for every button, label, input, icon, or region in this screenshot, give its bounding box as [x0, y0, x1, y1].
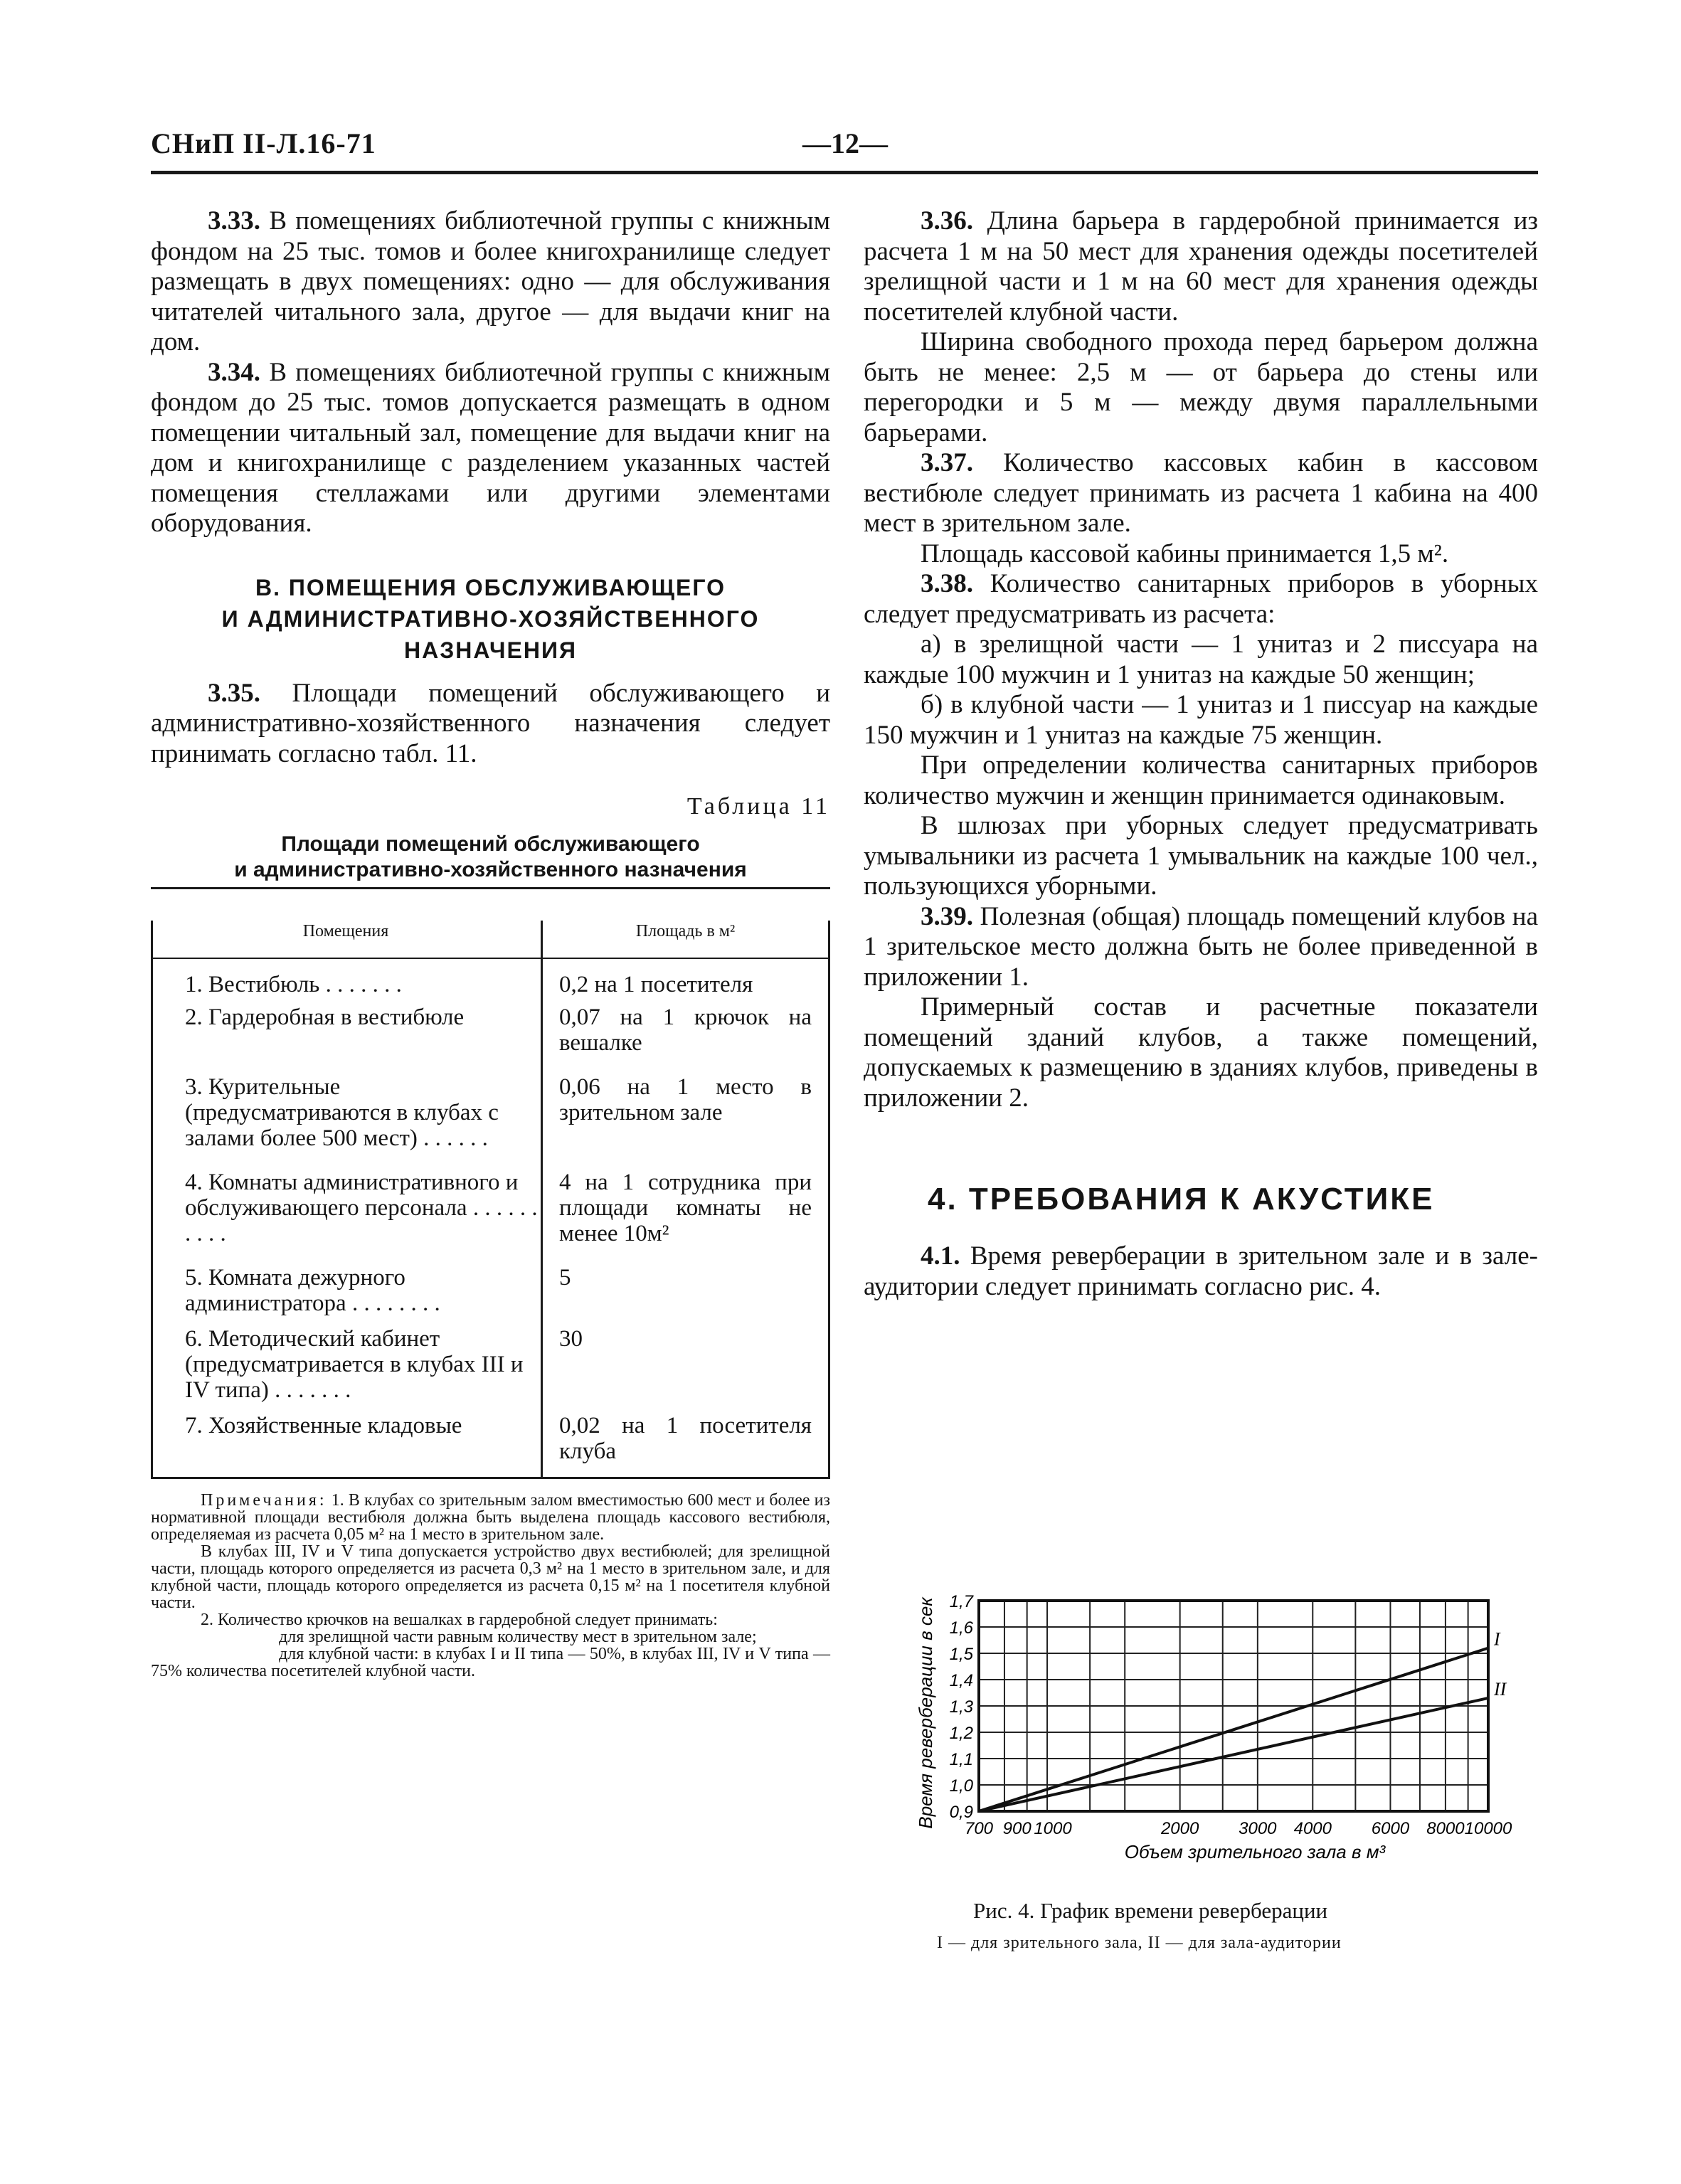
table-row	[151, 1413, 830, 1464]
section-heading-line: И АДМИНИСТРАТИВНО-ХОЗЯЙСТВЕННОГО	[221, 605, 760, 632]
document-code: СНиП II-Л.16-71	[151, 127, 376, 159]
table-column-rule	[151, 921, 153, 1477]
clause-text: Длина барьера в гардеробной принимается из расчета 1 м на 50 мест для хранения одежды посетителей зрелищной части и 1 м на 60 мест для хранения одежды посетителей клубной части.	[864, 206, 1539, 327]
paragraph: При определении количества санитарных приборов количество мужчин и женщин принимается одинаковым.	[864, 751, 1538, 810]
table-cell-room: 1. Вестибюль . . . . . . .	[185, 972, 402, 997]
table-cell-room: 7. Хозяйственные кладовые	[185, 1413, 462, 1438]
series-label: I	[1494, 1628, 1500, 1650]
x-tick-label: 700	[964, 1819, 994, 1838]
figure-caption: Рис. 4. График времени реверберации	[973, 1898, 1328, 1923]
paragraph-3-36	[864, 206, 1538, 327]
y-tick-label: 1,3	[949, 1697, 973, 1717]
x-tick-label: 8000	[1426, 1819, 1465, 1838]
note-line	[151, 1492, 830, 1543]
clause-text: Количество санитарных приборов в уборных следует предусматривать из расчета:	[864, 569, 1538, 629]
clause-number: 3.35.	[208, 678, 260, 708]
section-heading-line: В. ПОМЕЩЕНИЯ ОБСЛУЖИВАЮЩЕГО	[255, 574, 726, 600]
table-cell-area: 0,02 на 1 посетителя клуба	[559, 1413, 812, 1464]
y-tick-label: 0,9	[949, 1803, 973, 1822]
y-tick-label: 1,0	[949, 1776, 973, 1796]
paragraph: б) в клубной части — 1 унитаз и 1 писсуар на каждые 150 мужчин и 1 унитаз на каждые 75 женщин.	[864, 690, 1538, 750]
table-title	[151, 832, 830, 883]
paragraph-3-39	[864, 902, 1538, 993]
note-line: для зрелищной части равным количеству мест в зрительном зале;	[279, 1628, 757, 1646]
table-cell-area: 0,2 на 1 посетителя	[559, 972, 753, 997]
y-tick-label: 1,5	[949, 1645, 973, 1664]
table-row	[151, 1074, 830, 1151]
paragraph: Ширина свободного прохода перед барьером должна быть не менее: 2,5 м — от барьера до стены или перегородки и 5 м — между двумя параллельными барьерами.	[864, 327, 1538, 447]
x-tick-label: 2000	[1160, 1819, 1199, 1838]
column-header-area: Площадь в м²	[635, 921, 736, 940]
right-column	[864, 206, 1538, 1302]
clause-number: 3.39.	[921, 901, 973, 931]
table-title-line: Площади помещений обслуживающего	[281, 832, 700, 856]
notes-label: Примечания:	[201, 1491, 327, 1510]
x-tick-label: 10000	[1464, 1819, 1512, 1838]
x-tick-label: 900	[1002, 1819, 1032, 1838]
x-tick-label: 1000	[1034, 1819, 1072, 1838]
figure-legend: I — для зрительного зала, II — для зала-аудитории	[937, 1934, 1342, 1952]
paragraph: В шлюзах при уборных следует предусматривать умывальники из расчета 1 умывальник на каждые 100 чел., пользующихся уборными.	[864, 811, 1538, 901]
paragraph-4-1	[864, 1241, 1538, 1302]
series-label: II	[1494, 1678, 1507, 1700]
table-cell-area: 30	[559, 1326, 583, 1352]
table-cell-area: 0,06 на 1 место в зрительном зале	[559, 1074, 812, 1125]
paragraph-3-34	[151, 358, 830, 539]
note-text: 1. В клубах со зрительным залом вместимостью 600 мест и более из нормативной площади вестибюля должна быть выделена площадь кассового вестибюля, определяемая из расчета 0,05 м² на 1 место в зрительном зале.	[151, 1491, 830, 1544]
series-line-i	[979, 1648, 1488, 1811]
paragraph: а) в зрелищной части — 1 унитаз и 2 писсуара на каждые 100 мужчин и 1 унитаз на каждые 50 женщин;	[864, 630, 1538, 689]
paragraph-3-35	[151, 679, 830, 770]
y-tick-label: 1,2	[949, 1724, 973, 1743]
x-tick-label: 6000	[1371, 1819, 1410, 1838]
table-cell-room: 4. Комнаты административного и обслуживающего персонала . . . . . . . . . .	[185, 1170, 538, 1246]
table-cell-room: 5. Комната дежурного администратора . . . . . . . .	[185, 1265, 440, 1316]
section-heading-line: НАЗНАЧЕНИЯ	[404, 637, 577, 663]
y-tick-label: 1,1	[949, 1750, 973, 1769]
y-tick-label: 1,7	[949, 1592, 973, 1611]
y-tick-label: 1,6	[949, 1618, 973, 1638]
column-header-rooms: Помещения	[302, 921, 389, 940]
table-row	[151, 1265, 830, 1316]
reverberation-chart	[911, 1572, 1537, 1885]
table-row	[151, 1326, 830, 1403]
paragraph: Примерный состав и расчетные показатели помещений зданий клубов, а также помещений, допускаемых к размещению в зданиях клубов, приведены в приложении 2.	[864, 992, 1538, 1113]
clause-text: Полезная (общая) площадь помещений клубов на 1 зрительское место должна быть не более приведенной в приложении 1.	[864, 901, 1538, 992]
table-cell-room: 6. Методический кабинет (предусматривается в клубах III и IV типа) . . . . . . .	[185, 1326, 524, 1403]
x-tick-label: 3000	[1239, 1819, 1277, 1838]
table-column-rule	[828, 921, 830, 1477]
clause-text: В помещениях библиотечной группы с книжным фондом на 25 тыс. томов и более книгохранилище следует размещать в двух помещениях: одно — для обслуживания читателей читального зала, другое — для выдачи книг на дом.	[151, 206, 830, 356]
section-heading-4: 4. ТРЕБОВАНИЯ К АКУСТИКЕ	[928, 1182, 1435, 1216]
chart-svg	[911, 1572, 1537, 1885]
clause-number: 3.34.	[208, 357, 260, 387]
clause-text: Площади помещений обслуживающего и административно-хозяйственного назначения следует принимать согласно табл. 11.	[151, 678, 830, 768]
table-column-rule	[541, 921, 543, 1477]
note-line: В клубах III, IV и V типа допускается устройство двух вестибюлей; для зрелищной части, площадь которого определяется из расчета 0,3 м² на 1 место в зрительном зале, и для клубной части, площадь которого определяется из расчета 0,15 м² на 1 посетителя клубной части.	[151, 1542, 830, 1612]
table-notes	[151, 1492, 830, 1680]
paragraph: Площадь кассовой кабины принимается 1,5 м².	[921, 539, 1449, 568]
clause-text: Время реверберации в зрительном зале и в зале-аудитории следует принимать согласно рис. 4.	[864, 1241, 1538, 1301]
note-line: 2. Количество крючков на вешалках в гардеробной следует принимать:	[201, 1611, 718, 1629]
paragraph-3-37	[864, 448, 1538, 539]
table-cell-area: 0,07 на 1 крючок на вешалке	[559, 1004, 812, 1056]
table-11	[151, 887, 830, 1479]
table-cell-room: 2. Гардеробная в вестибюле	[185, 1004, 465, 1030]
table-cell-room: 3. Курительные (предусматриваются в клубах с залами более 500 мест) . . . . . .	[185, 1074, 499, 1151]
series-line-ii	[979, 1698, 1488, 1811]
paragraph-3-38	[864, 569, 1538, 630]
table-title-line: и административно-хозяйственного назначения	[234, 858, 747, 881]
header-rule	[151, 171, 1538, 174]
x-axis-title: Объем зрительного зала в м³	[1124, 1841, 1386, 1862]
clause-number: 3.37.	[921, 448, 973, 477]
table-cell-area: 5	[559, 1265, 571, 1290]
clause-number: 3.38.	[921, 569, 973, 598]
clause-number: 3.36.	[921, 206, 973, 235]
table-label: Таблица 11	[686, 793, 830, 820]
table-row	[151, 1170, 830, 1246]
clause-text: Количество кассовых кабин в кассовом вестибюле следует принимать из расчета 1 кабина на 400 мест в зрительном зале.	[864, 448, 1539, 538]
table-header-row	[151, 905, 830, 959]
table-row	[151, 972, 830, 997]
y-tick-label: 1,4	[949, 1671, 973, 1690]
note-line: для клубной части: в клубах I и II типа — 50%, в клубах III, IV и V типа — 75% количества посетителей клубной части.	[151, 1645, 830, 1680]
table-cell-area: 4 на 1 сотрудника при площади комнаты не менее 10м²	[559, 1170, 812, 1246]
section-heading-v	[151, 572, 830, 666]
y-axis-title: Время реверберации в сек	[915, 1597, 936, 1829]
paragraph-3-33	[151, 206, 830, 358]
table-row	[151, 1004, 830, 1056]
clause-number: 3.33.	[208, 206, 260, 235]
page-number: —12—	[802, 127, 888, 159]
x-tick-label: 4000	[1293, 1819, 1332, 1838]
clause-number: 4.1.	[921, 1241, 960, 1271]
clause-text: В помещениях библиотечной группы с книжным фондом до 25 тыс. томов допускается размещать в одном помещении читальный зал, помещение для выдачи книг на дом и книгохранилище с разделением указанных частей помещения стеллажами или другими элементами оборудования.	[151, 357, 830, 538]
left-column	[151, 206, 830, 1680]
